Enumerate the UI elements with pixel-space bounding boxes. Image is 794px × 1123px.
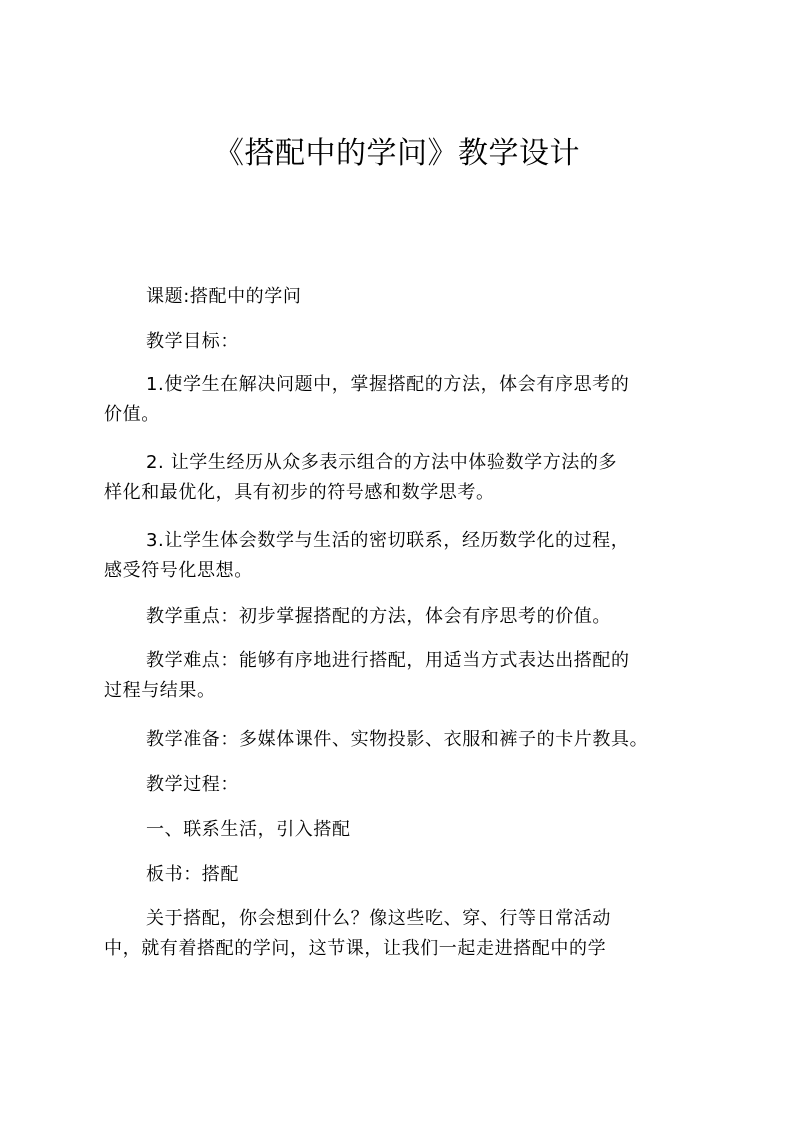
paragraph-intro-text: [104, 904, 694, 964]
line-text: 关于搭配，你会想到什么？像这些吃、穿、行等日常活动: [146, 908, 611, 929]
paragraph-line: [104, 904, 694, 934]
line-text: 样化和最优化，具有初步的符号感和数学思考。: [104, 482, 495, 503]
paragraph-line: [104, 725, 694, 755]
line-text: 教学难点：能够有序地进行搭配，用适当方式表达出搭配的: [146, 650, 630, 671]
paragraph-line: [104, 860, 694, 890]
paragraph-line: [104, 370, 694, 400]
line-text: 板书：搭配: [146, 864, 239, 885]
paragraph-difficulties: [104, 646, 694, 706]
document-title: 《搭配中的学问》教学设计: [214, 136, 580, 171]
line-text: 教学过程：: [146, 774, 239, 795]
paragraph-line: [104, 646, 694, 676]
line-text: 感受符号化思想。: [104, 560, 253, 581]
line-text: 教学重点：初步掌握搭配的方法，体会有序思考的价值。: [146, 606, 611, 627]
paragraph-line: [104, 448, 694, 478]
paragraph-line: [104, 556, 694, 586]
paragraph-process-heading: [104, 770, 694, 800]
paragraph-line: [104, 400, 694, 430]
line-text: 教学目标：: [146, 331, 239, 352]
line-text: 2. 让学生经历从众多表示组合的方法中体验数学方法的多: [146, 452, 618, 473]
paragraph-line: [104, 526, 694, 556]
line-text: 过程与结果。: [104, 680, 216, 701]
line-text: 中，就有着搭配的学问，这节课，让我们一起走进搭配中的学: [104, 938, 607, 959]
paragraph-preparation: [104, 725, 694, 755]
line-text: 1.使学生在解决问题中，掌握搭配的方法，体会有序思考的: [146, 374, 630, 395]
paragraph-objectives-heading: [104, 327, 694, 357]
line-text: 一、联系生活，引入搭配: [146, 819, 351, 840]
paragraph-line: [104, 770, 694, 800]
paragraph-line: [104, 282, 694, 312]
paragraph-line: [104, 327, 694, 357]
paragraph-objective-3: [104, 526, 694, 586]
line-text: 3.让学生体会数学与生活的密切联系，经历数学化的过程，: [146, 530, 630, 551]
paragraph-line: [104, 934, 694, 964]
paragraph-objective-1: [104, 370, 694, 430]
paragraph-objective-2: [104, 448, 694, 508]
paragraph-topic: [104, 282, 694, 312]
paragraph-line: [104, 815, 694, 845]
line-text: 教学准备：多媒体课件、实物投影、衣服和裤子的卡片教具。: [146, 729, 649, 750]
paragraph-line: [104, 676, 694, 706]
paragraph-section-1: [104, 815, 694, 845]
paragraph-line: [104, 478, 694, 508]
paragraph-blackboard: [104, 860, 694, 890]
paragraph-line: [104, 602, 694, 632]
line-text: 价值。: [104, 404, 160, 425]
line-text: 课题:搭配中的学问: [146, 286, 302, 307]
paragraph-key-points: [104, 602, 694, 632]
